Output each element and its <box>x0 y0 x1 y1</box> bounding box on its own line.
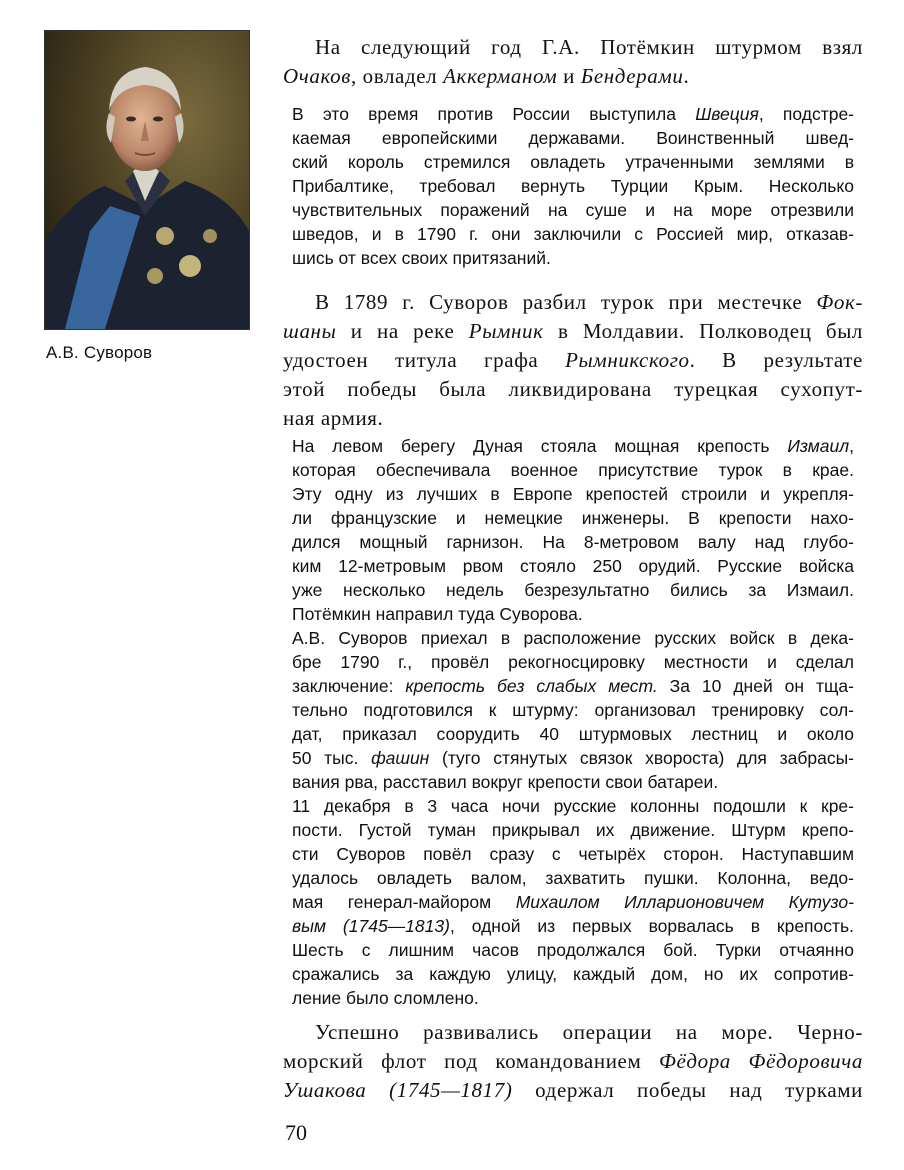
text-line: шведов, и в 1790 г. они заключили с Россией мир, отказав- <box>292 224 854 244</box>
country-name: Швеция <box>695 104 759 124</box>
place-name: Измаил <box>787 436 850 456</box>
text-line <box>283 1047 863 1076</box>
text-line <box>283 62 863 91</box>
text-line: Прибалтике, требовал вернуть Турции Крым. Несколько <box>292 176 854 196</box>
text-line: тельно подготовился к штурму: организовал тренировку сол- <box>292 700 854 720</box>
place-name: Рымник <box>468 319 544 343</box>
text-line: А.В. Суворов приехал в расположение русских войск в дека- <box>292 628 854 648</box>
place-name: Бендерами <box>580 64 684 88</box>
text-span: , <box>849 436 854 456</box>
text-line: вания рва, расставил вокруг крепости свои батареи. <box>292 772 719 792</box>
text-span: (туго стянутых связок хвороста) для забрасы- <box>429 748 854 768</box>
paragraph-6 <box>292 794 854 1010</box>
text-line: Успешно развивались операции на море. Черно- <box>315 1020 863 1044</box>
paragraph-3 <box>283 288 863 433</box>
text-line <box>292 890 854 914</box>
text-line: которая обеспечивала военное присутствие турок в крае. <box>292 460 854 480</box>
text-line <box>283 346 863 375</box>
person-name: вым (1745—1813) <box>292 916 450 936</box>
portrait-caption: А.В. Суворов <box>46 343 153 362</box>
text-line: На следующий год Г.А. Потёмкин штурмом взял <box>315 35 863 59</box>
text-span: одержал победы над турками <box>512 1078 863 1102</box>
text-span: В это время против России выступила <box>292 104 696 124</box>
text-line: шись от всех своих притязаний. <box>292 248 551 268</box>
title-name: Рымникского <box>565 348 690 372</box>
place-name: шаны <box>283 319 337 343</box>
person-name: Ушакова (1745—1817) <box>283 1078 513 1102</box>
text-line: сти Суворов повёл сразу с четырёх сторон. Наступавшим <box>292 844 854 864</box>
quote: крепость без слабых мест. <box>405 676 658 696</box>
text-line: ли французские и немецкие инженеры. В крепости нахо- <box>292 508 854 528</box>
text-span: и на реке <box>336 319 469 343</box>
term: фашин <box>371 748 430 768</box>
text-line <box>283 1076 863 1105</box>
text-line <box>283 317 863 346</box>
text-span: , подстре- <box>758 104 855 124</box>
text-line: этой победы была ликвидирована турецкая сухопут- <box>283 377 863 401</box>
text-span: морский флот под командованием <box>283 1049 659 1073</box>
text-span: На левом берегу Дуная стояла мощная крепость <box>292 436 788 456</box>
text-line: дился мощный гарнизон. На 8-метровом валу над глубо- <box>292 532 854 552</box>
text-span: . В результате <box>689 348 863 372</box>
text-span: В 1789 г. Суворов разбил турок при местечке <box>315 290 817 314</box>
portrait-painting <box>45 31 249 329</box>
text-line: Шесть с лишним часов продолжался бой. Турки отчаянно <box>292 940 854 960</box>
text-line: уже несколько недель безрезультатно бились за Измаил. <box>292 580 854 600</box>
text-line: ким 12-метровым рвом стояло 250 орудий. Русские войска <box>292 556 854 576</box>
text-line: ная армия. <box>283 406 384 430</box>
paragraph-7 <box>283 1018 863 1105</box>
place-name: Очаков <box>283 64 351 88</box>
text-line: Потёмкин направил туда Суворова. <box>292 604 583 624</box>
paragraph-4 <box>292 434 854 626</box>
text-span: , одной из первых ворвалась в крепость. <box>449 916 855 936</box>
paragraph-1 <box>283 33 863 91</box>
text-line <box>292 674 854 698</box>
text-line: чувствительных поражений на суше и на море отрезвили <box>292 200 854 220</box>
text-line <box>292 102 854 126</box>
person-name: Михаилом Илларионовичем Кутузо- <box>515 892 854 912</box>
text-line: дат, приказал соорудить 40 штурмовых лестниц и около <box>292 724 854 744</box>
text-line: ление было сломлено. <box>292 988 479 1008</box>
text-line <box>292 746 854 770</box>
paragraph-5 <box>292 626 854 794</box>
portrait-image <box>44 30 250 330</box>
text-span: , овладел <box>350 64 444 88</box>
page-number: 70 <box>285 1120 307 1145</box>
text-line: сражались за каждую улицу, каждый дом, но их сопротив- <box>292 964 854 984</box>
person-name: Фёдора Фёдоровича <box>658 1049 863 1073</box>
place-name: Фок- <box>816 290 863 314</box>
text-span: в Молдавии. Полководец был <box>543 319 863 343</box>
text-span: удостоен титула графа <box>283 348 566 372</box>
text-line: каемая европейскими державами. Воинственный швед- <box>292 128 854 148</box>
place-name: Аккерманом <box>443 64 558 88</box>
text-span: заключение: <box>292 676 406 696</box>
text-span: За 10 дней он тща- <box>657 676 854 696</box>
paragraph-2 <box>292 102 854 270</box>
text-line <box>283 288 863 317</box>
text-line: бре 1790 г., провёл рекогносцировку местности и сделал <box>292 652 854 672</box>
text-span: 50 тыс. <box>292 748 372 768</box>
text-line: ский король стремился овладеть утраченными землями в <box>292 152 854 172</box>
text-line: 11 декабря в 3 часа ночи русские колонны подошли к кре- <box>292 796 854 816</box>
text-span: . <box>683 64 690 88</box>
text-line <box>292 914 854 938</box>
text-line <box>292 434 854 458</box>
text-span: и <box>557 64 581 88</box>
text-line: пости. Густой туман прикрывал их движение. Штурм крепо- <box>292 820 854 840</box>
text-line: Эту одну из лучших в Европе крепостей строили и укрепля- <box>292 484 854 504</box>
text-line: удалось овладеть валом, захватить пушки. Колонна, ведо- <box>292 868 854 888</box>
text-span: мая генерал-майором <box>292 892 516 912</box>
